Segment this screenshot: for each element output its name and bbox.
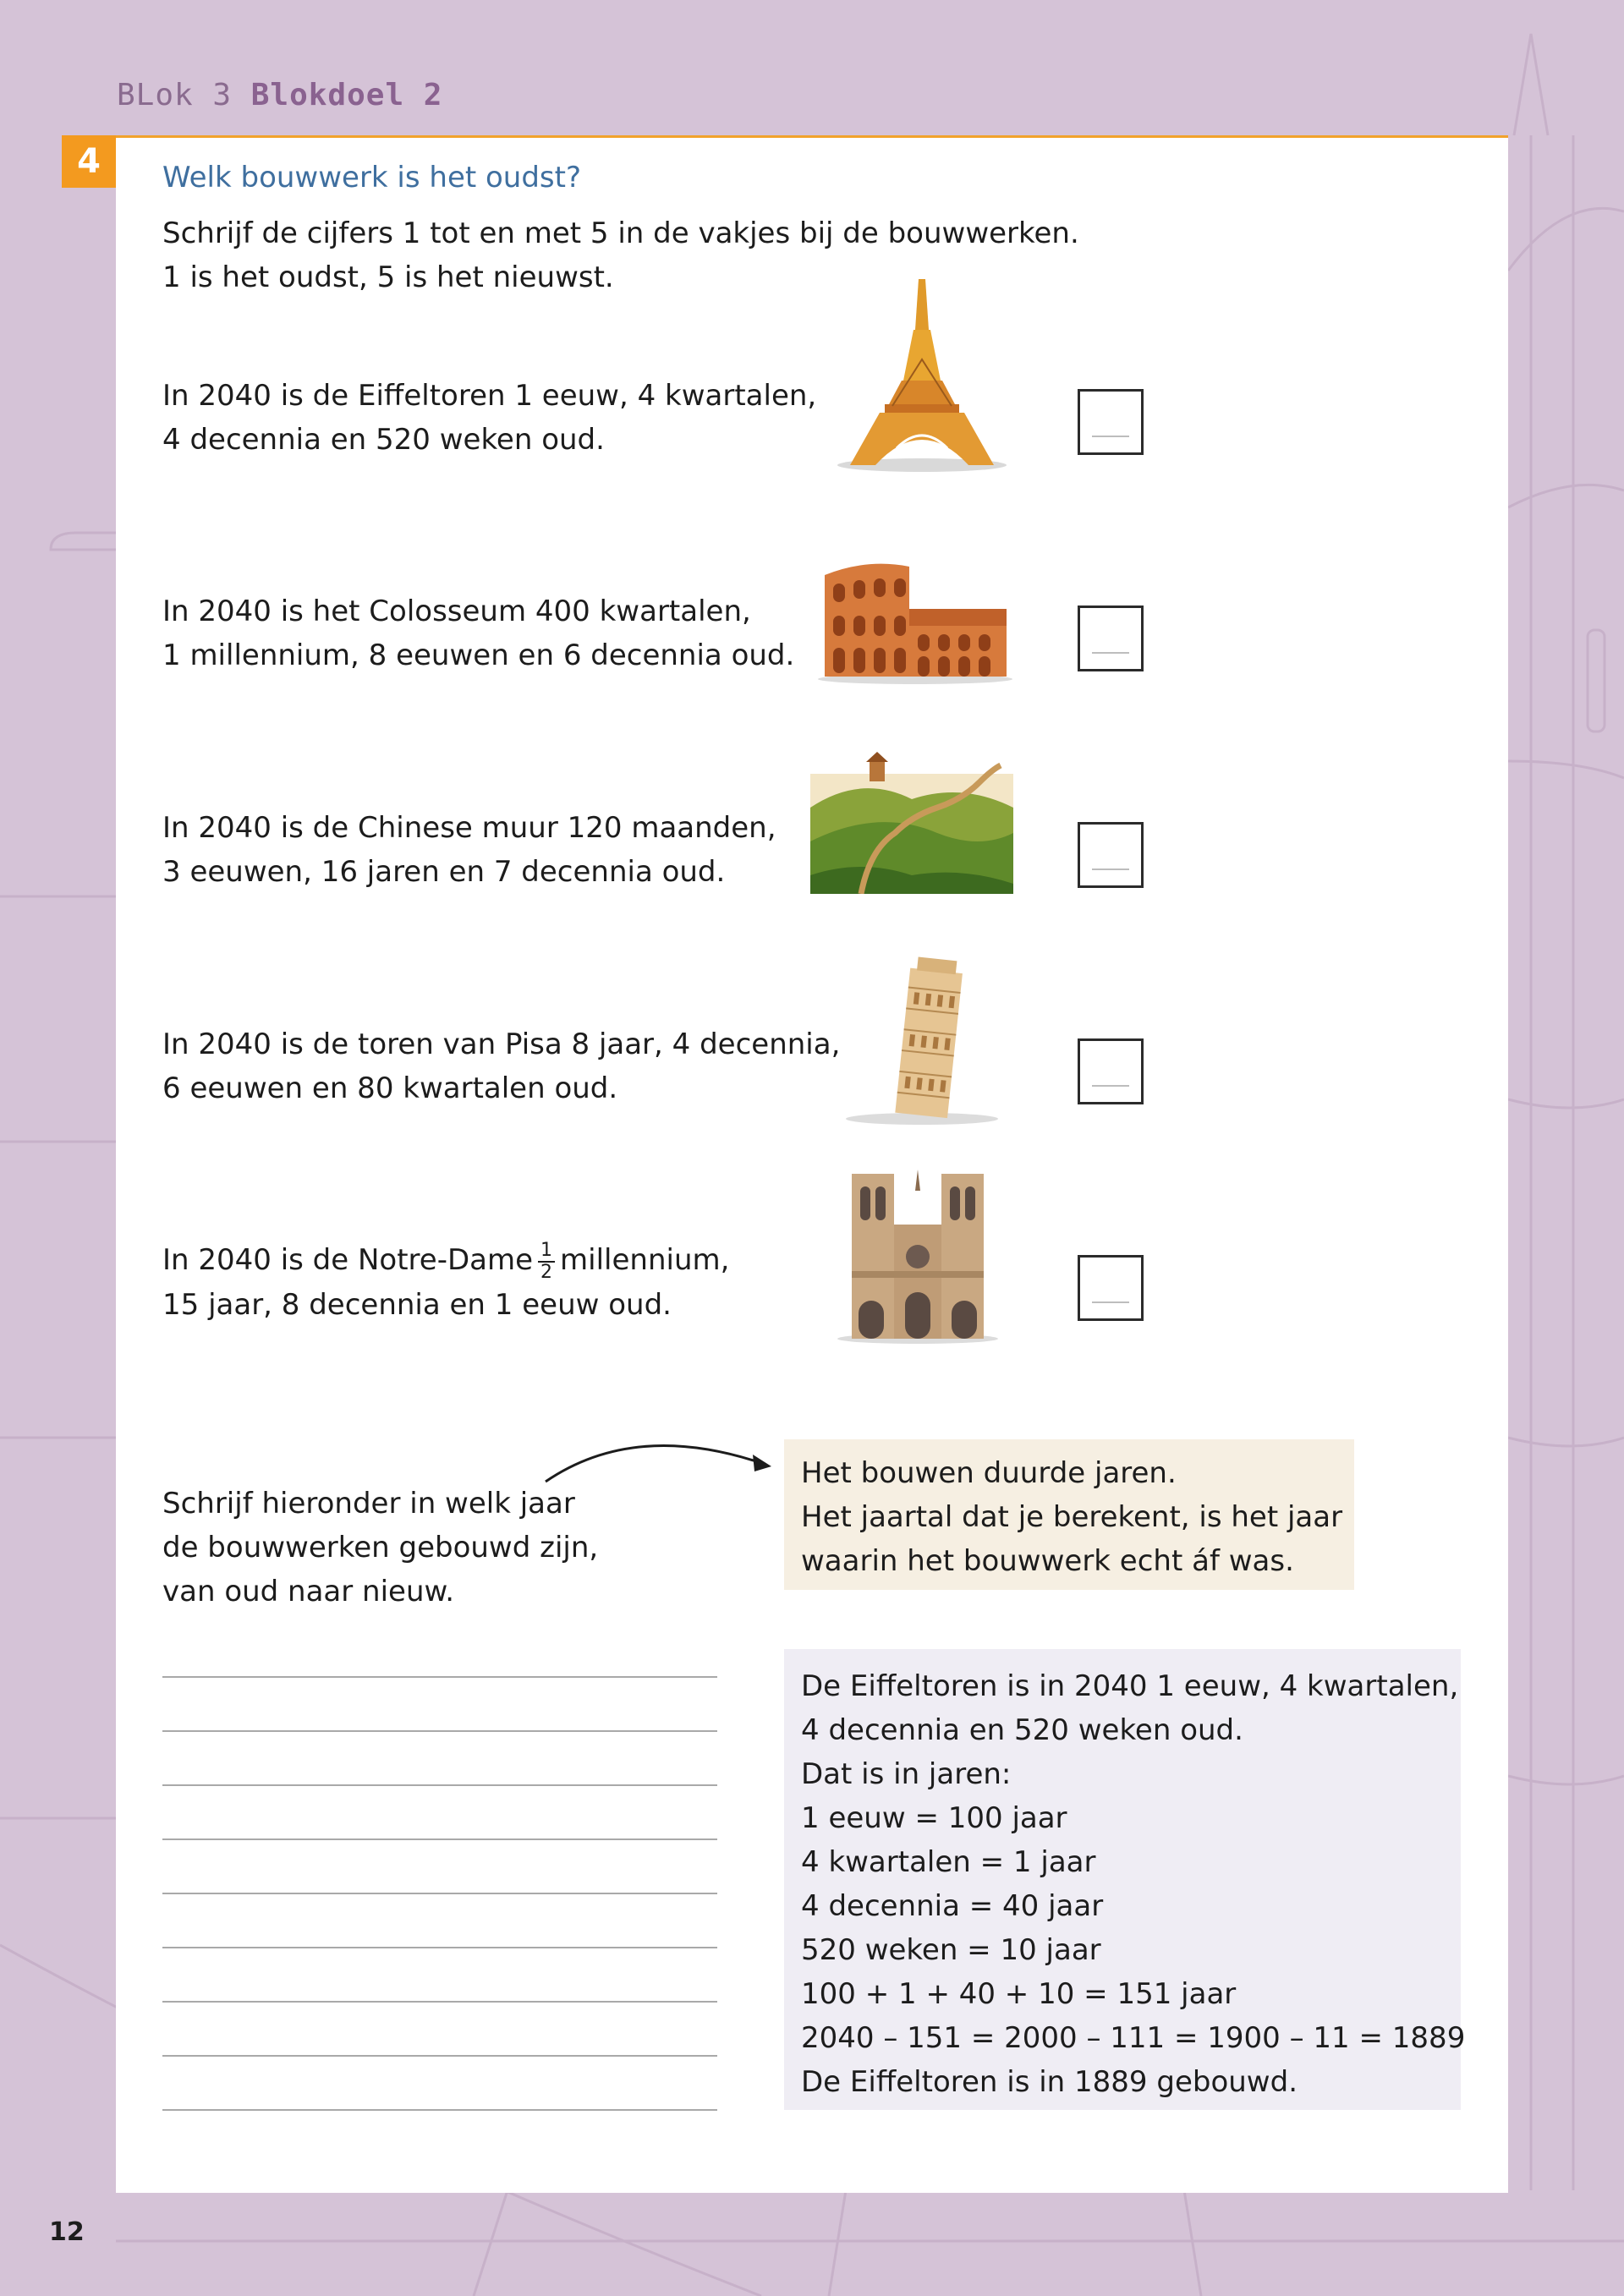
page-number: 12 bbox=[49, 2217, 85, 2247]
instruction-line: de bouwwerken gebouwd zijn, bbox=[162, 1531, 599, 1564]
item-notre-dame-text bbox=[162, 1238, 729, 1327]
block-label: BLok 3 bbox=[117, 78, 233, 112]
writing-line[interactable] bbox=[162, 1947, 717, 1948]
item-line: In 2040 is het Colosseum 400 kwartalen, bbox=[162, 595, 751, 628]
item-line: In 2040 is de Chinese muur 120 maanden, bbox=[162, 811, 776, 845]
hint-box bbox=[784, 1439, 1354, 1590]
block-header bbox=[117, 78, 442, 112]
writing-line[interactable] bbox=[162, 1838, 717, 1840]
notre-dame-icon bbox=[833, 1165, 1002, 1345]
worked-example-box bbox=[784, 1649, 1466, 2110]
example-line: Dat is in jaren: bbox=[801, 1757, 1012, 1791]
writing-line[interactable] bbox=[162, 1730, 717, 1732]
item-line-part: In 2040 is de Notre-Dame bbox=[162, 1243, 534, 1277]
item-colosseum-text bbox=[162, 589, 794, 677]
hint-line: Het bouwen duurde jaren. bbox=[801, 1456, 1177, 1490]
intro-line: 1 is het oudst, 5 is het nieuwst. bbox=[162, 260, 614, 294]
item-line: 6 eeuwen en 80 kwartalen oud. bbox=[162, 1071, 618, 1105]
example-line: 1 eeuw = 100 jaar bbox=[801, 1801, 1067, 1835]
writing-line[interactable] bbox=[162, 1893, 717, 1894]
writing-line[interactable] bbox=[162, 1784, 717, 1786]
answer-box-eiffel[interactable] bbox=[1078, 389, 1144, 455]
instruction-line: van oud naar nieuw. bbox=[162, 1575, 455, 1608]
example-line: De Eiffeltoren is in 2040 1 eeuw, 4 kwartalen, bbox=[801, 1669, 1459, 1703]
item-line: 15 jaar, 8 decennia en 1 eeuw oud. bbox=[162, 1287, 672, 1322]
arrow-icon bbox=[541, 1429, 778, 1488]
fraction-numerator: 1 bbox=[538, 1241, 555, 1263]
example-line: 4 decennia en 520 weken oud. bbox=[801, 1713, 1243, 1747]
item-great-wall-text bbox=[162, 806, 776, 894]
fraction-denominator: 2 bbox=[540, 1261, 553, 1283]
writing-line[interactable] bbox=[162, 1676, 717, 1678]
example-line: De Eiffeltoren is in 1889 gebouwd. bbox=[801, 2065, 1298, 2099]
writing-line[interactable] bbox=[162, 2055, 717, 2057]
answer-box-pisa[interactable] bbox=[1078, 1038, 1144, 1104]
item-pisa-text bbox=[162, 1022, 840, 1110]
hint-line: Het jaartal dat je berekent, is het jaar bbox=[801, 1500, 1343, 1534]
item-eiffel-text bbox=[162, 374, 816, 462]
item-line bbox=[162, 1238, 729, 1283]
intro-line: Schrijf de cijfers 1 tot en met 5 in de vakjes bij de bouwwerken. bbox=[162, 216, 1079, 250]
answer-box-colosseum[interactable] bbox=[1078, 606, 1144, 671]
answer-box-great-wall[interactable] bbox=[1078, 822, 1144, 888]
half-fraction bbox=[538, 1241, 555, 1283]
item-line: In 2040 is de Eiffeltoren 1 eeuw, 4 kwartalen, bbox=[162, 379, 817, 413]
item-line: In 2040 is de toren van Pisa 8 jaar, 4 decennia, bbox=[162, 1027, 841, 1061]
colosseum-icon bbox=[816, 558, 1015, 685]
writing-line[interactable] bbox=[162, 2109, 717, 2111]
example-line: 4 decennia = 40 jaar bbox=[801, 1889, 1104, 1923]
hint-line: waarin het bouwwerk echt áf was. bbox=[801, 1544, 1294, 1578]
example-line: 100 + 1 + 40 + 10 = 151 jaar bbox=[801, 1977, 1237, 2011]
example-line: 2040 – 151 = 2000 – 111 = 1900 – 11 = 1889 bbox=[801, 2021, 1466, 2055]
write-instruction bbox=[162, 1482, 598, 1614]
great-wall-icon bbox=[810, 748, 1013, 894]
eiffel-tower-icon bbox=[829, 279, 1015, 474]
answer-box-notre-dame[interactable] bbox=[1078, 1255, 1144, 1321]
leaning-tower-pisa-icon bbox=[837, 951, 1007, 1125]
item-line-part: millennium, bbox=[560, 1243, 730, 1277]
example-line: 520 weken = 10 jaar bbox=[801, 1933, 1101, 1967]
instruction-line: Schrijf hieronder in welk jaar bbox=[162, 1487, 575, 1521]
writing-line[interactable] bbox=[162, 2001, 717, 2003]
item-line: 3 eeuwen, 16 jaren en 7 decennia oud. bbox=[162, 855, 726, 889]
block-goal: Blokdoel 2 bbox=[250, 78, 443, 112]
item-line: 1 millennium, 8 eeuwen en 6 decennia oud. bbox=[162, 638, 795, 672]
item-line: 4 decennia en 520 weken oud. bbox=[162, 423, 605, 457]
exercise-title: Welk bouwwerk is het oudst? bbox=[162, 161, 582, 195]
example-line: 4 kwartalen = 1 jaar bbox=[801, 1845, 1096, 1879]
exercise-number-badge: 4 bbox=[62, 135, 116, 188]
